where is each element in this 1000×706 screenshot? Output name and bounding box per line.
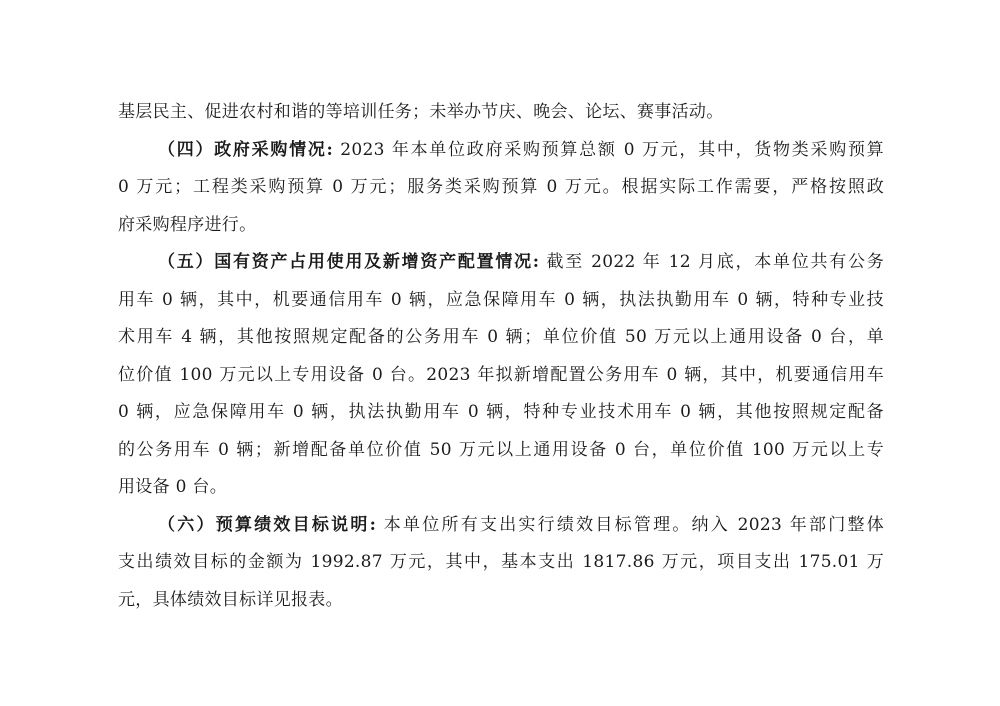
- text-span: 截至 2022 年 12 月底，本单位共有公务: [539, 252, 884, 272]
- text-line: [118, 132, 884, 170]
- text-line: 位价值 100 万元以上专用设备 0 台。2023 年拟新增配置公务用车 0 辆，其中，机要通信用车: [118, 364, 884, 385]
- text-line: 的公务用车 0 辆；新增配备单位价值 50 万元以上通用设备 0 台，单位价值 100 万元以上专: [118, 439, 884, 460]
- text-line: 0 万元；工程类采购预算 0 万元；服务类采购预算 0 万元。根据实际工作需要，严格按照政: [118, 177, 884, 197]
- text-span: 本单位所有支出实行绩效目标管理。纳入 2023 年部门整体: [376, 514, 884, 535]
- text-line: 元，具体绩效目标详见报表。: [118, 589, 343, 610]
- text-span: 2023 年本单位政府采购预算总额 0 万元，其中，货物类采购预算: [333, 139, 884, 160]
- text-line: 用车 0 辆，其中，机要通信用车 0 辆，应急保障用车 0 辆，执法执勤用车 0 辆，特种专业技: [118, 289, 884, 310]
- paragraph-performance-targets: [118, 507, 884, 620]
- section-heading-performance: （六）预算绩效目标说明:: [158, 514, 377, 535]
- paragraph-government-procurement: [118, 132, 884, 245]
- text-line: 0 辆，应急保障用车 0 辆，执法执勤用车 0 辆，特种专业技术用车 0 辆，其他按照规定配备: [118, 402, 884, 422]
- text-line: 基层民主、促进农村和谐的等培训任务；未举办节庆、晚会、论坛、赛事活动。: [118, 102, 724, 122]
- text-line: 用设备 0 台。: [118, 477, 228, 497]
- document-body: [118, 94, 884, 619]
- text-line: 术用车 4 辆，其他按照规定配备的公务用车 0 辆；单位价值 50 万元以上通用设备 0 台，单: [118, 327, 884, 347]
- text-line: [118, 244, 884, 282]
- paragraph-state-assets: [118, 244, 884, 507]
- section-heading-assets: （五）国有资产占用使用及新增资产配置情况:: [158, 252, 540, 272]
- text-line: 支出绩效目标的金额为 1992.87 万元，其中，基本支出 1817.86 万元，项目支出 175.01 万: [118, 552, 884, 572]
- text-line: 府采购程序进行。: [118, 214, 257, 235]
- section-heading-procurement: （四）政府采购情况:: [158, 139, 334, 160]
- text-line: [118, 507, 884, 545]
- paragraph-training-tasks: [118, 94, 884, 132]
